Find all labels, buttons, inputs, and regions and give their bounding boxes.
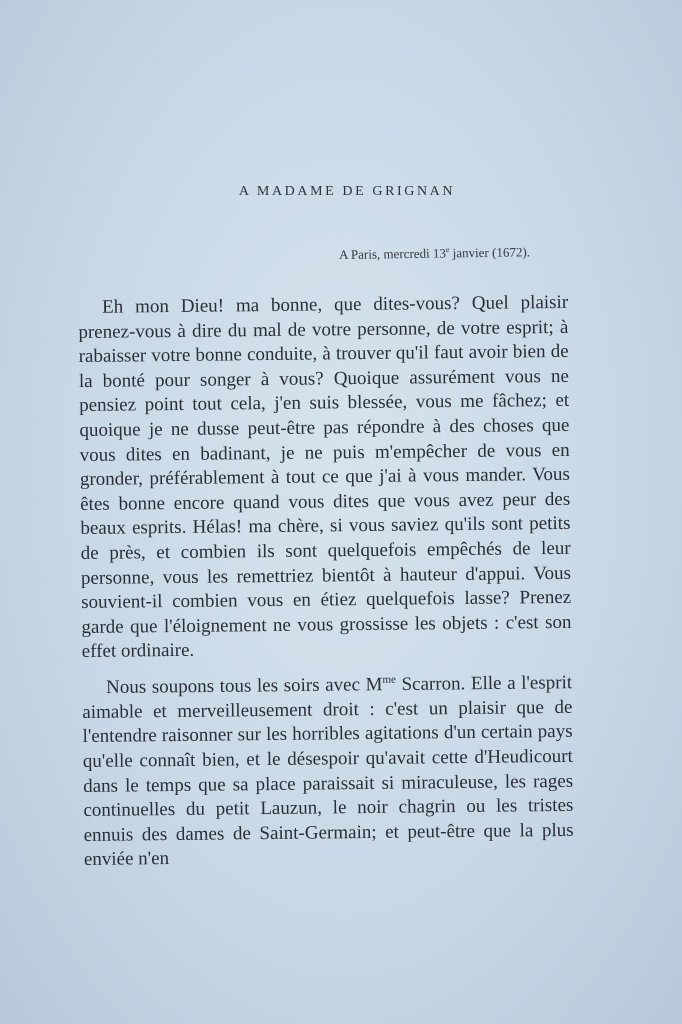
paragraph-2-superscript: me — [382, 673, 396, 686]
paragraph-1: Eh mon Dieu! ma bonne, que dites-vous? Quel plaisir prenez-vous à dire du mal de votre personne, de votre esprit; à rabaisser votre bonne conduite, à trouver qu'il faut avoir bien de la bonté pour songer à vous? Quoique assurément vous ne pensiez point tout cela, j'en suis blessée, vous me fâchez; et quoique je ne dusse peut-être pas répondre à des choses que vous dites en badinant, je ne puis m'empêcher de vous en gronder, préférablement à tout ce que j'ai à vous mander. Vous êtes bonne encore quand vous dites que vous avez peur des beaux esprits. Hélas! ma chère, si vous saviez qu'ils sont petits de près, et combien ils sont quelquefois empêchés de leur personne, vous les remettriez bientôt à hauteur d'appui. Vous souvient-il combien vous en étiez quelquefois lasse? Prenez garde que l'éloignement ne vous grossisse les objets : c'est son effet ordinaire. — [78, 291, 572, 663]
paragraph-2-end: Scarron. Elle a l'esprit aimable et merveilleusement droit : c'est un plaisir que de l'entendre raisonner sur les horribles agitations d'un certain pays qu'elle connaît bien, et le désespoir qu'avait cette d'Heudicourt dans le temps que sa place paraissait si miraculeuse, les rages continuelles du petit Lauzun, le noir chagrin ou les tristes ennuis des dames de Saint-Germain; et peut-être que la plus enviée n'en — [82, 672, 574, 871]
letter-body — [78, 291, 574, 879]
paragraph-2 — [82, 666, 574, 873]
paragraph-2-start: Nous soupons tous les soirs avec M — [105, 674, 383, 698]
dateline-text-end: janvier (1672). — [449, 244, 531, 261]
dateline-text: A Paris, mercredi 13 — [338, 245, 447, 262]
dateline-superscript: e — [445, 245, 450, 255]
letter-dateline — [0, 244, 530, 268]
letter-heading: A MADAME DE GRIGNAN — [238, 184, 456, 199]
